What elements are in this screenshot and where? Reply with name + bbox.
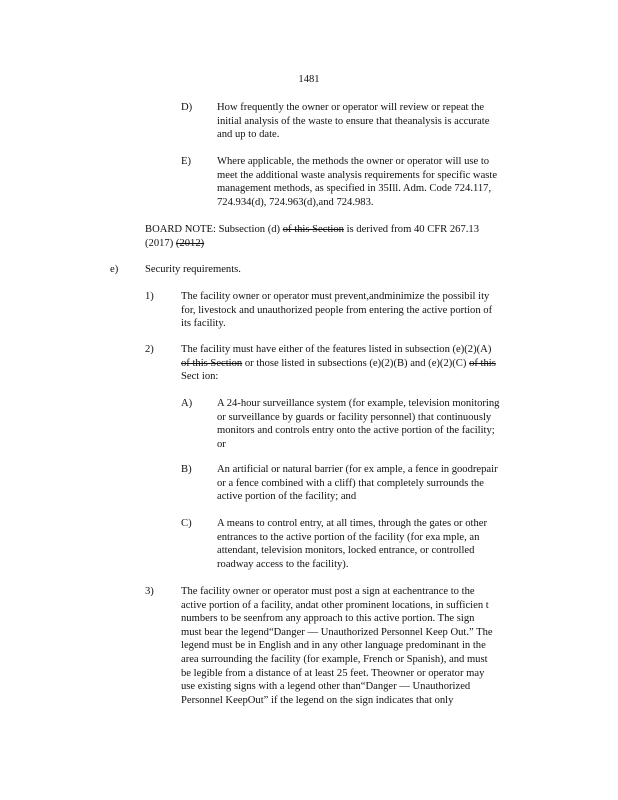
item-2c-line: entrances to the active portion of the facility (for exa mple, an bbox=[217, 531, 480, 543]
item-e-line: management methods, as specified in 35Ill. Adm. Code 724.117, bbox=[217, 183, 492, 195]
item-2a-line: or bbox=[217, 438, 226, 450]
item-2-line: Sect ion: bbox=[181, 371, 219, 383]
item-2-deleted-text: of this bbox=[469, 357, 496, 369]
page-number: 1481 bbox=[298, 74, 320, 85]
item-1-label: 1) bbox=[145, 291, 154, 302]
board-note-deleted-year: (2012) bbox=[175, 237, 205, 249]
item-2a-line: or surveillance by guards or facility personnel) that continuously bbox=[217, 411, 492, 423]
item-3-line: active portion of a facility, andat other prominent locations, in sufficien t bbox=[181, 599, 489, 611]
item-2c-line: roadway access to the facility). bbox=[217, 558, 349, 570]
item-2b-text bbox=[217, 463, 527, 504]
item-e-line: 724.934(d), 724.963(d),and 724.983. bbox=[217, 196, 374, 208]
item-1-text bbox=[181, 290, 535, 331]
item-2c-label: C) bbox=[181, 518, 192, 529]
board-note-line bbox=[145, 223, 525, 237]
item-e-label: E) bbox=[181, 156, 191, 167]
item-3-line: must bear the legend“Danger — Unauthorized Personnel Keep Out.” The bbox=[181, 626, 493, 638]
item-2a-line: A 24-hour surveillance system (for example, television monitoring bbox=[217, 398, 500, 409]
item-3-line: area surrounding the facility (for example, French or Spanish), and must bbox=[181, 653, 488, 665]
item-3-line: numbers to be seenfrom any approach to this active portion. The sign bbox=[181, 613, 475, 625]
board-note-text: is derived from 40 CFR 267.13 bbox=[346, 224, 480, 235]
item-3-line: use existing signs with a legend other than“Danger — Unauthorized bbox=[181, 681, 471, 693]
board-note-line bbox=[145, 237, 525, 251]
item-1-line: The facility owner or operator must prevent,andminimize the possibil ity bbox=[181, 291, 490, 302]
item-d-line: How frequently the owner or operator will review or repeat the bbox=[217, 102, 485, 113]
item-1-line: its facility. bbox=[181, 318, 226, 330]
item-d-text bbox=[217, 101, 521, 142]
item-2a-line: monitors and controls entry onto the active portion of the facility; bbox=[217, 425, 495, 437]
item-e-line: Where applicable, the methods the owner or operator will use to bbox=[217, 156, 490, 167]
item-e-text bbox=[217, 155, 527, 209]
item-d-line: and up to date. bbox=[217, 129, 280, 141]
item-2c-line: A means to control entry, at all times, through the gates or other bbox=[217, 518, 487, 529]
item-2-line bbox=[181, 357, 541, 371]
item-3-text bbox=[181, 585, 529, 707]
item-2a-label: A) bbox=[181, 398, 193, 409]
item-2-text bbox=[181, 343, 541, 384]
item-2a-text bbox=[217, 397, 531, 451]
item-2b-line: active portion of the facility; and bbox=[217, 491, 357, 503]
item-1-line: for, livestock and unauthorized people from entering the active portion of bbox=[181, 304, 493, 316]
section-e-heading: Security requirements. bbox=[145, 264, 241, 275]
item-2b-line: An artificial or natural barrier (for ex ample, a fence in goodrepair bbox=[217, 464, 498, 475]
item-3-line: be legible from a distance of at least 25 feet. Theowner or operator may bbox=[181, 667, 485, 679]
item-3-line: legend must be in English and in any other language predominant in the bbox=[181, 640, 486, 652]
item-2c-text bbox=[217, 517, 525, 571]
item-3-label: 3) bbox=[145, 586, 154, 597]
item-2c-line: attendant, television monitors, locked entrance, or controlled bbox=[217, 545, 475, 557]
item-2-text-run: or those listed in subsections (e)(2)(B) and (e)(2)(C) bbox=[244, 357, 467, 369]
item-d-line: initial analysis of the waste to ensure that theanalysis is accurate bbox=[217, 115, 490, 127]
board-note-year: (2017) bbox=[145, 237, 174, 249]
item-3-line: Personnel KeepOut” if the legend on the sign indicates that only bbox=[181, 694, 454, 706]
item-3-line: The facility owner or operator must post a sign at eachentrance to the bbox=[181, 586, 475, 597]
item-e-line: meet the additional waste analysis requirements for specific waste bbox=[217, 169, 498, 181]
item-2-line: The facility must have either of the features listed in subsection (e)(2)(A) bbox=[181, 344, 492, 355]
item-2-label: 2) bbox=[145, 344, 154, 355]
item-d-label: D) bbox=[181, 102, 193, 113]
item-2b-label: B) bbox=[181, 464, 192, 475]
section-e-label: e) bbox=[110, 264, 119, 275]
item-2b-line: or a fence combined with a cliff) that completely surrounds the bbox=[217, 477, 484, 489]
item-2-deleted-text: of this Section bbox=[181, 357, 243, 369]
board-note bbox=[145, 223, 525, 250]
board-note-text: BOARD NOTE: Subsection (d) bbox=[145, 224, 281, 235]
board-note-deleted-text: of this Section bbox=[282, 224, 344, 235]
